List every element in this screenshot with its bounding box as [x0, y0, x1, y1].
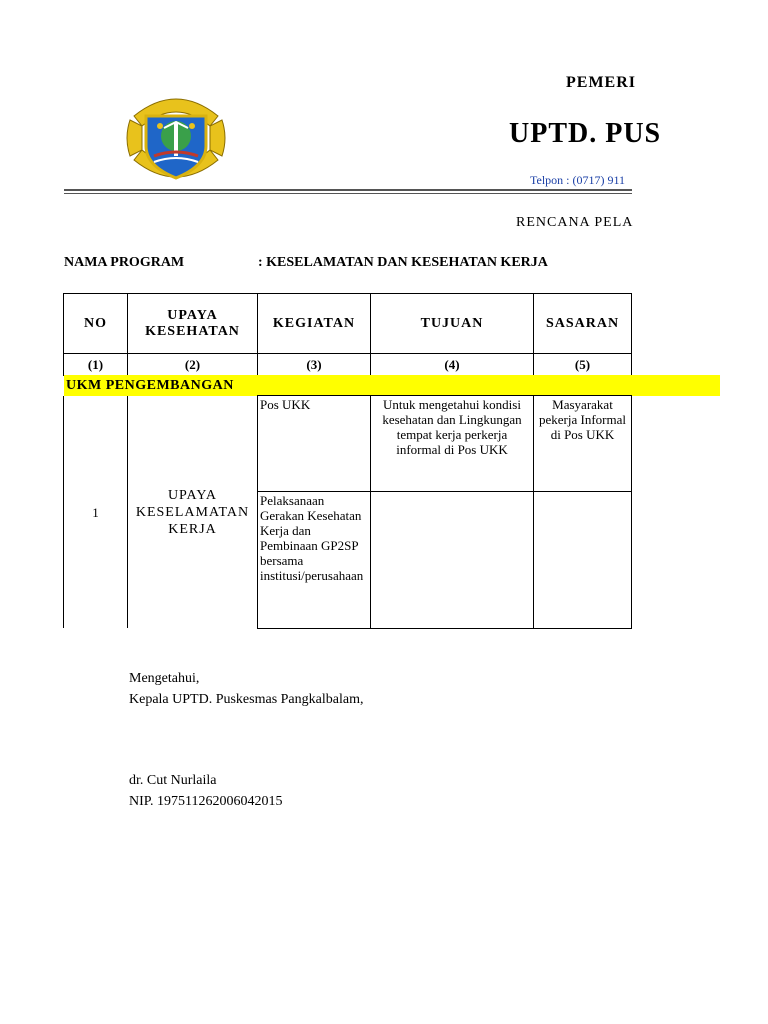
tujuan-cell-2	[370, 491, 534, 629]
tujuan-cell-1: Untuk mengetahui kondisi kesehatan dan Lingkungan tempat kerja perkerja informal di Pos UKK	[370, 395, 534, 492]
program-value: : KESELAMATAN DAN KESEHATAN KERJA	[258, 255, 548, 270]
section-row-ukm-pengembangan: UKM PENGEMBANGAN	[64, 375, 720, 396]
column-header-sasaran: SASARAN	[533, 293, 632, 354]
row-number: 1	[92, 504, 99, 520]
column-number-5: (5)	[533, 353, 632, 376]
document-title: RENCANA PELA	[516, 215, 634, 230]
sasaran-cell-2	[533, 491, 632, 629]
signature-position: Kepala UPTD. Puskesmas Pangkalbalam,	[129, 692, 364, 707]
kegiatan-cell-1: Pos UKK	[257, 395, 371, 492]
column-header-kegiatan: KEGIATAN	[257, 293, 371, 354]
signature-name: dr. Cut Nurlaila	[129, 773, 217, 788]
contact-line: Telpon : (0717) 911	[530, 173, 626, 187]
header-rule-thin	[64, 193, 632, 194]
signature-greeting: Mengetahui,	[129, 671, 200, 686]
row-upaya-kesehatan: UPAYA KESELAMATAN KERJA	[135, 487, 250, 537]
column-number-2: (2)	[127, 353, 258, 376]
column-number-1: (1)	[63, 353, 128, 376]
column-header-no: NO	[63, 293, 128, 354]
kegiatan-cell-2: Pelaksanaan Gerakan Kesehatan Kerja dan Pembinaan GP2SP bersama institusi/perusahaan	[257, 491, 371, 629]
sasaran-cell-1: Masyarakat pekerja Informal di Pos UKK	[533, 395, 632, 492]
government-title: PEMERI	[566, 74, 636, 91]
column-number-3: (3)	[257, 353, 371, 376]
program-label: NAMA PROGRAM	[64, 255, 185, 270]
header-rule	[64, 189, 632, 191]
column-header-tujuan: TUJUAN	[370, 293, 534, 354]
column-header-upaya-kesehatan: UPAYA KESEHATAN	[127, 293, 258, 354]
signature-nip: NIP. 197511262006042015	[129, 794, 283, 809]
column-number-4: (4)	[370, 353, 534, 376]
office-title: UPTD. PUS	[509, 118, 662, 149]
pangkalpinang-crest-logo	[124, 86, 228, 190]
